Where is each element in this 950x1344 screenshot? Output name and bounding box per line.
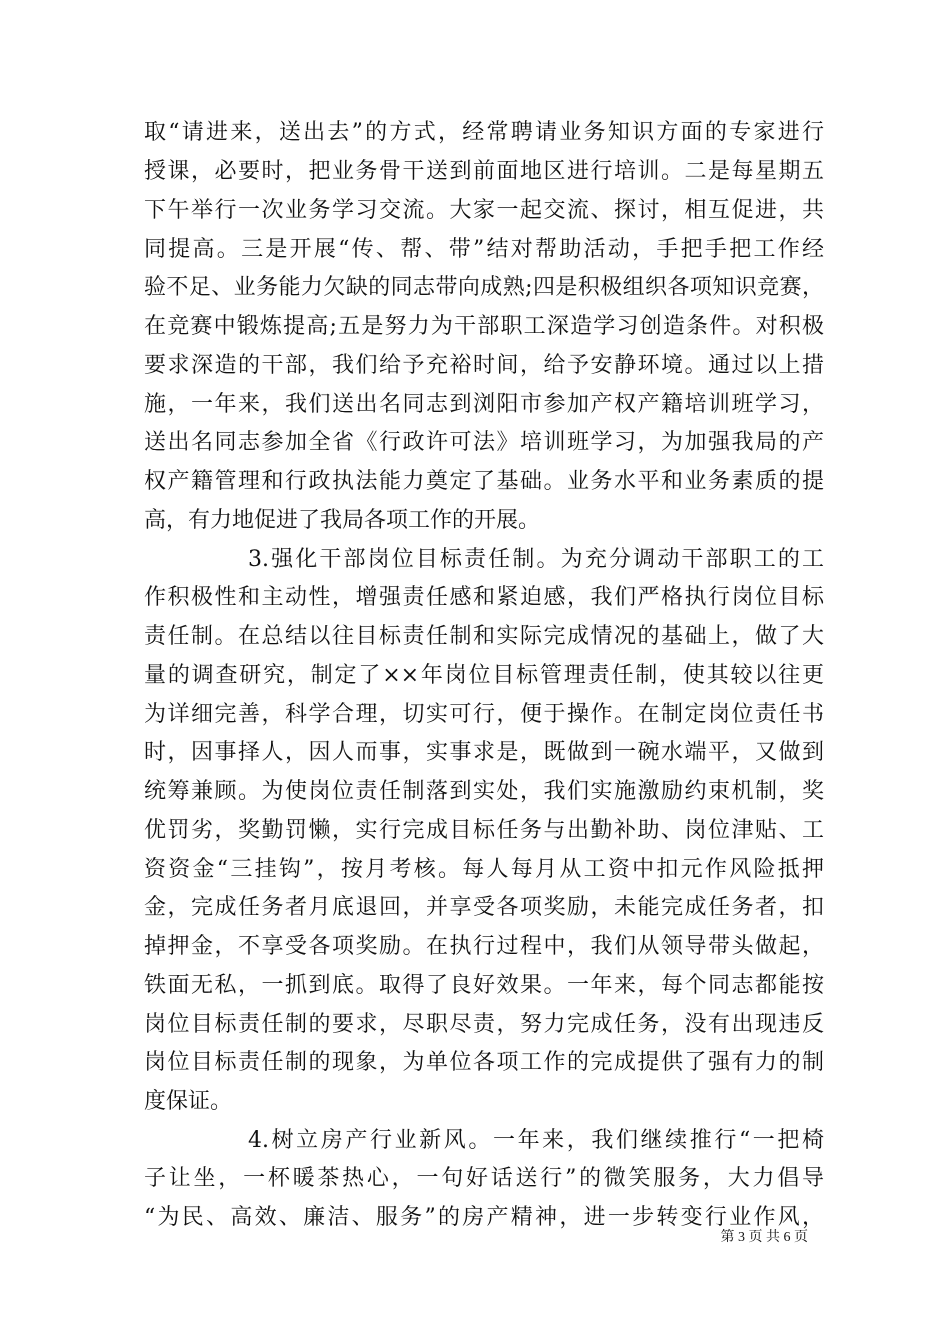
text-line: 金，完成任务者月底退回，并享受各项奖励，未能完成任务者，扣 [144,895,824,920]
text-line: 作积极性和主动性，增强责任感和紧迫感，我们严格执行岗位目标 [144,585,824,610]
text-line: 送出名同志参加全省《行政许可法》培训班学习，为加强我局的产 [144,430,824,455]
text-line: 统筹兼顾。为使岗位责任制落到实处，我们实施激励约束机制，奖 [144,779,824,804]
text-line: 岗位目标责任制的现象，为单位各项工作的完成提供了强有力的制 [144,1050,824,1075]
text-line: 下午举行一次业务学习交流。大家一起交流、探讨，相互促进，共 [144,198,824,223]
text-line: 铁面无私，一抓到底。取得了良好效果。一年来，每个同志都能按 [144,973,824,998]
text-line: 要求深造的干部，我们给予充裕时间，给予安静环境。通过以上措 [144,353,824,378]
text-line: 掉押金，不享受各项奖励。在执行过程中，我们从领导带头做起， [144,934,824,959]
paragraph-heading-3: 3.强化干部岗位目标责任制。为充分调动干部职工的工 [248,547,824,572]
page-number: 第 3 页 共 6 页 [720,1230,808,1245]
text-line: “为民、高效、廉洁、服务”的房产精神，进一步转变行业作风， [144,1205,824,1230]
text-line: 责任制。在总结以往目标责任制和实际完成情况的基础上，做了大 [144,624,824,649]
text-line: 取“请进来，送出去”的方式，经常聘请业务知识方面的专家进行 [144,120,824,145]
text-line: 时，因事择人，因人而事，实事求是，既做到一碗水端平，又做到 [144,740,824,765]
text-line: 为详细完善，科学合理，切实可行，便于操作。在制定岗位责任书 [144,702,824,727]
text-line: 在竞赛中锻炼提高;五是努力为干部职工深造学习创造条件。对积极 [144,314,824,339]
text-line: 验不足、业务能力欠缺的同志带向成熟;四是积极组织各项知识竞赛， [144,275,824,300]
text-line: 子让坐，一杯暖茶热心，一句好话送行”的微笑服务，大力倡导 [144,1166,824,1191]
paragraph-heading-4: 4.树立房产行业新风。一年来，我们继续推行“一把椅 [248,1128,824,1153]
text-line: 权产籍管理和行政执法能力奠定了基础。业务水平和业务素质的提 [144,469,824,494]
text-line: 度保证。 [144,1089,233,1114]
text-line: 岗位目标责任制的要求，尽职尽责，努力完成任务，没有出现违反 [144,1012,824,1037]
text-line: 授课，必要时，把业务骨干送到前面地区进行培训。二是每星期五 [144,159,824,184]
text-line: 高，有力地促进了我局各项工作的开展。 [144,508,541,533]
text-line: 同提高。三是开展“传、帮、带”结对帮助活动，手把手把工作经 [144,237,824,262]
text-line: 优罚劣，奖勤罚懒，实行完成目标任务与出勤补助、岗位津贴、工 [144,818,824,843]
text-line: 资资金“三挂钩”，按月考核。每人每月从工资中扣元作风险抵押 [144,857,824,882]
text-line: 施，一年来，我们送出名同志到浏阳市参加产权产籍培训班学习， [144,392,824,417]
text-line: 量的调查研究，制定了××年岗位目标管理责任制，使其较以往更 [144,663,824,688]
